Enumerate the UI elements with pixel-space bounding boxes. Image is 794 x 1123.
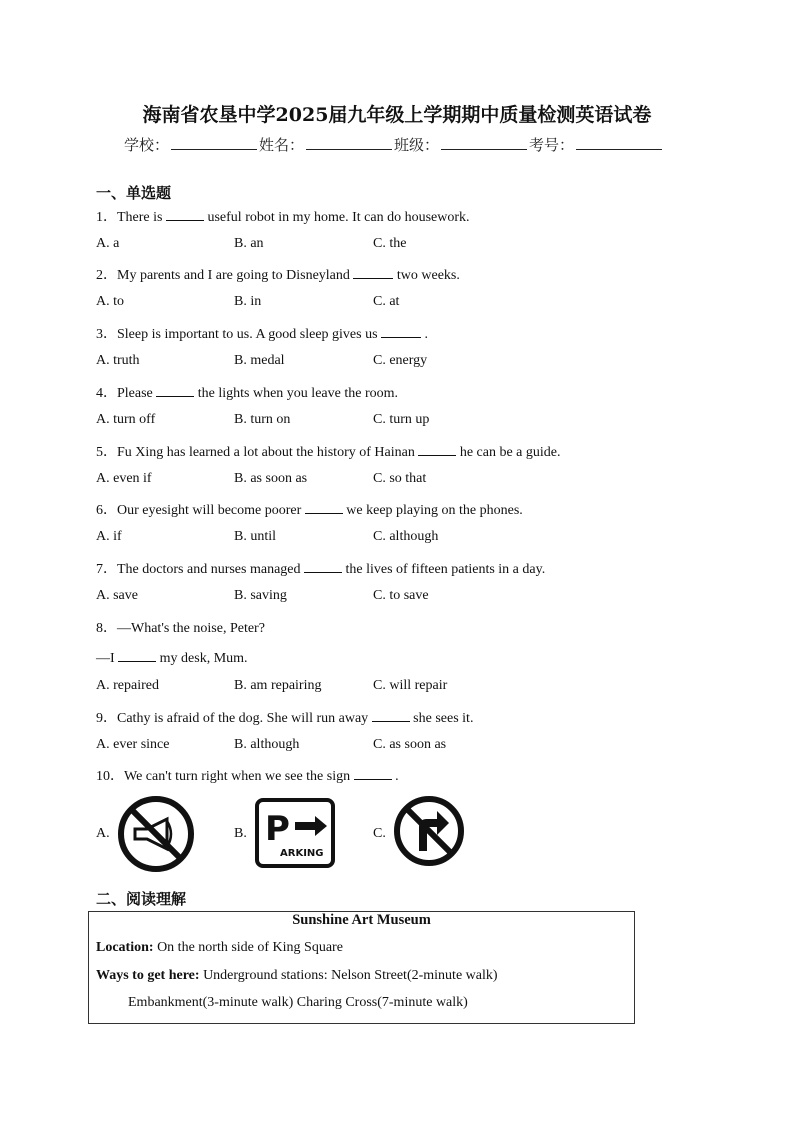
- question-text: the lives of fifteen patients in a day.: [345, 562, 546, 577]
- option-a[interactable]: A. ever since: [96, 737, 170, 752]
- option-a[interactable]: A. turn off: [96, 412, 156, 427]
- question-text: My parents and I are going to Disneyland: [117, 268, 350, 283]
- option-c[interactable]: C. will repair: [373, 678, 448, 693]
- option-b[interactable]: B.: [234, 826, 247, 841]
- option-b[interactable]: B. am repairing: [234, 678, 322, 693]
- ways-value-2: Embankment(3-minute walk) Charing Cross(7-minute walk): [128, 995, 468, 1010]
- question-number: 2．: [96, 268, 117, 283]
- question-text: .: [424, 327, 429, 342]
- school-blank[interactable]: [171, 134, 257, 150]
- question-text: Sleep is important to us. A good sleep gives us: [117, 327, 378, 342]
- answer-blank: [166, 207, 204, 221]
- question-10: [96, 765, 399, 785]
- answer-blank: [156, 383, 194, 397]
- location-line: [96, 940, 343, 956]
- parking-text: ARKING: [280, 848, 324, 859]
- question-text: We can't turn right when we see the sign: [124, 769, 351, 784]
- option-c[interactable]: C. energy: [373, 353, 428, 368]
- answer-blank: [354, 766, 392, 780]
- question-9: [96, 707, 473, 727]
- option-c[interactable]: C.: [373, 826, 386, 841]
- option-a[interactable]: A. to: [96, 294, 124, 309]
- class-label: 班级：: [394, 136, 440, 154]
- option-b[interactable]: B. until: [234, 529, 277, 544]
- ways-line-2: [128, 995, 468, 1011]
- question-1: [96, 206, 470, 226]
- question-text: —What's the noise, Peter?: [117, 621, 265, 636]
- question-text: two weeks.: [396, 268, 460, 283]
- answer-blank: [353, 265, 393, 279]
- student-info-line: [124, 134, 664, 155]
- question-8-line2: [96, 648, 248, 667]
- location-label: Location:: [96, 940, 154, 955]
- option-c[interactable]: C. to save: [373, 588, 429, 603]
- question-text: There is: [117, 210, 163, 225]
- question-number: 1．: [96, 210, 117, 225]
- question-4: [96, 382, 398, 402]
- question-8: [96, 617, 265, 637]
- name-label: 姓名：: [259, 136, 305, 154]
- question-text: Fu Xing has learned a lot about the history of Hainan: [117, 445, 415, 460]
- option-c[interactable]: C. as soon as: [373, 737, 447, 752]
- ways-line: [96, 968, 498, 984]
- parking-sign-icon[interactable]: [255, 798, 335, 868]
- question-3: [96, 323, 428, 343]
- location-value: On the north side of King Square: [157, 940, 343, 955]
- question-number: 10．: [96, 769, 124, 784]
- option-b[interactable]: B. saving: [234, 588, 287, 603]
- option-c[interactable]: C. at: [373, 294, 400, 309]
- question-text: Our eyesight will become poorer: [117, 503, 302, 518]
- school-label: 学校：: [124, 136, 170, 154]
- answer-blank: [118, 648, 156, 662]
- option-b[interactable]: B. although: [234, 737, 300, 752]
- question-text: Please: [117, 386, 153, 401]
- option-b[interactable]: B. medal: [234, 353, 285, 368]
- option-a[interactable]: A. truth: [96, 353, 140, 368]
- question-text: useful robot in my home. It can do housework.: [207, 210, 470, 225]
- question-text: we keep playing on the phones.: [346, 503, 523, 518]
- page-title: 海南省农垦中学2025届九年级上学期期中质量检测英语试卷: [142, 104, 652, 126]
- option-a[interactable]: A.: [96, 826, 110, 841]
- number-blank[interactable]: [576, 134, 662, 150]
- option-a[interactable]: A. repaired: [96, 678, 159, 693]
- answer-blank: [418, 442, 456, 456]
- question-text: Cathy is afraid of the dog. She will run away: [117, 711, 369, 726]
- option-a[interactable]: A. a: [96, 236, 120, 251]
- question-text: .: [395, 769, 399, 784]
- no-right-turn-sign-icon[interactable]: [393, 795, 465, 867]
- parking-letter: P: [265, 809, 290, 849]
- option-a[interactable]: A. save: [96, 588, 138, 603]
- option-c[interactable]: C. although: [373, 529, 439, 544]
- answer-blank: [381, 324, 421, 338]
- answer-blank: [305, 500, 343, 514]
- option-b[interactable]: B. an: [234, 236, 264, 251]
- option-b[interactable]: B. turn on: [234, 412, 291, 427]
- class-blank[interactable]: [441, 134, 527, 150]
- question-text: the lights when you leave the room.: [197, 386, 398, 401]
- question-number: 3．: [96, 327, 117, 342]
- question-text: —I: [96, 651, 115, 666]
- section-heading-reading: 二、阅读理解: [96, 890, 187, 908]
- question-2: [96, 264, 460, 284]
- answer-blank: [304, 559, 342, 573]
- no-horn-sign-icon[interactable]: [117, 795, 195, 873]
- passage-title: Sunshine Art Museum: [292, 912, 431, 928]
- question-7: [96, 558, 545, 578]
- option-a[interactable]: A. if: [96, 529, 122, 544]
- ways-value: Underground stations: Nelson Street(2-minute walk): [203, 968, 498, 983]
- question-text: my desk, Mum.: [159, 651, 248, 666]
- question-5: [96, 441, 561, 461]
- number-label: 考号：: [529, 136, 575, 154]
- question-6: [96, 499, 523, 519]
- ways-label: Ways to get here:: [96, 968, 200, 983]
- question-text: he can be a guide.: [459, 445, 561, 460]
- question-text: she sees it.: [413, 711, 474, 726]
- option-c[interactable]: C. turn up: [373, 412, 430, 427]
- question-number: 5．: [96, 445, 117, 460]
- option-c[interactable]: C. so that: [373, 471, 427, 486]
- question-number: 8．: [96, 621, 117, 636]
- question-number: 7．: [96, 562, 117, 577]
- question-number: 9．: [96, 711, 117, 726]
- option-b[interactable]: B. as soon as: [234, 471, 308, 486]
- question-text: The doctors and nurses managed: [117, 562, 301, 577]
- answer-blank: [372, 708, 410, 722]
- section-heading-single-choice: 一、单选题: [96, 184, 172, 202]
- question-number: 4．: [96, 386, 117, 401]
- option-b[interactable]: B. in: [234, 294, 262, 309]
- name-blank[interactable]: [306, 134, 392, 150]
- question-number: 6．: [96, 503, 117, 518]
- option-c[interactable]: C. the: [373, 236, 407, 251]
- option-a[interactable]: A. even if: [96, 471, 152, 486]
